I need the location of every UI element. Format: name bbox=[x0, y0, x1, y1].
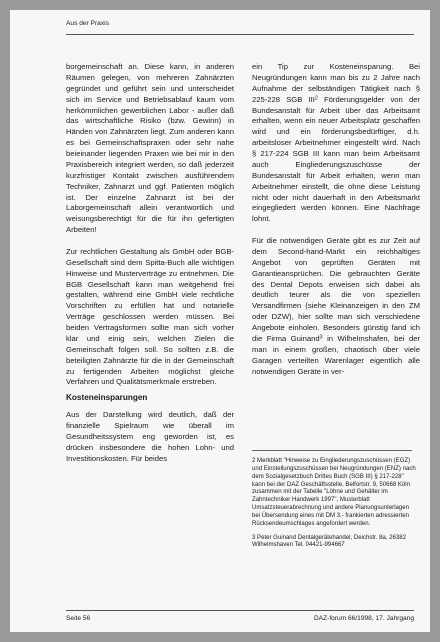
page-number: Seite 56 bbox=[66, 615, 91, 622]
footnote-ref: 3 bbox=[319, 334, 323, 341]
footnote: 2 Merkblatt "Hinweise zu Eingliederungszuschüssen (EGZ) und Einstellungszuschüssen bei Neugründungen (ENZ) nach dem Sozialgesetzbuch Drittes Buch (SGB III) § 217-228" kann bei der DAZ Geschäftsstelle, Belfortstr. 9, 50668 Köln zusammen mit der Tabelle "Löhne und Gehälter im Zahntechniker Handwerk 1997", Musterblatt Umsatzsteuerabrechnung und andere Planungsunterlagen bei Übersendung eines mit DM 3.- frankierten adressierten Rücksendeumschlages angefordert werden. bbox=[252, 458, 416, 527]
body-paragraph bbox=[252, 236, 420, 377]
text-run: Für die notwendigen Geräte gibt es zur Zeit auf dem Second-hand-Markt ein reichhaltiges Angebot von geprüften Geräten mit Garantieansprüchen. Die gebrauchten Geräte des Dental Depots erweisen sich dabei als deutlich teurer als die von speziellen Versandfirmen (siehe Kleinanzeigen in den ZM oder DZW), hier sollte man sich verschiedene Angebote einholen. Besonders günstig fand ich die Firma Guinand bbox=[252, 236, 420, 343]
section-heading: Kosteneinsparungen bbox=[66, 393, 148, 403]
footnote-rule bbox=[252, 450, 412, 451]
footnotes bbox=[252, 458, 418, 550]
footer-rule bbox=[66, 610, 414, 611]
text-run: ein Tip zur Kosteneinsparung. Bei Neugründungen kann man bis zu 2 Jahre nach Aufnahme der selbständigen Tätigkeit nach § 225-228 SGB III bbox=[252, 62, 420, 104]
page bbox=[10, 10, 430, 632]
text-run: in Wilhelmshafen, bei der man in einem großen, chaotisch über viele Garagen verteilten Warenlager eigentlich alle notwendigen Geräte in ver- bbox=[252, 333, 420, 376]
footnote-ref: 2 bbox=[314, 95, 318, 102]
footnote: 3 Peter Guinand Dentalgerätehandel, Deichstr. 8a, 26382 Wilhelmshaven Tel. 04421-994667 bbox=[252, 534, 406, 549]
body-paragraph: Zur rechtlichen Gestaltung als GmbH oder BGB-Gesellschaft sind dem Spitta-Buch alle wichtigen Hinweise und Musterverträge zu entnehmen. Die BGB Gesellschaft kann man weitgehend frei gestalten, während eine GmbH viele rechtliche Vorschriften zu erfüllen hat und notarielle Verträge geschlossen werden müssen. Bei beiden Vertragsformen sollte man sich vorher klar und einig sein, welchen Zielen die Gemeinschaft folgen soll. So sollten z.B. die beteiligten Zahnärzte für die in der Gemeinschaft zu fertigenden Arbeiten möglichst gleiche Verfahren und Qualitätsmerkmale erstreben. bbox=[66, 246, 234, 387]
body-paragraph bbox=[252, 62, 420, 225]
text-run: Förderungsgelder von der Bundesanstalt für Arbeit über das Arbeitsamt erhalten, wenn ein neuer Arbeitsplatz geschaffen wird und ein förderungsbedürftiger, d.h. arbeitsloser Arbeitnehmer eingestellt wird. Nach § 217-224 SGB III kann man beim Arbeitsamt auch Eingliederungszuschüsse der Bundesanstalt für Arbeit erhalten, wenn man Arbeitnehmer einstellt, die ohne diese Leistung nicht oder nicht dauerhaft in den Arbeitsmarkt eingegliedert werden können. Eine Nachfrage lohnt. bbox=[252, 94, 420, 224]
journal-info: DAZ-forum 66/1998, 17. Jahrgang bbox=[313, 615, 414, 622]
header-rule bbox=[66, 34, 414, 35]
running-header: Aus der Praxis bbox=[66, 20, 109, 27]
left-column bbox=[66, 62, 234, 465]
right-column bbox=[252, 62, 420, 377]
body-paragraph: borgemeinschaft an. Diese kann, in anderen Räumen gelegen, von mehreren Zahnärzten gegründet und geführt sein und unterscheidet sich im Service und Betriebsablauf kaum vom herkömmlichen gewerblichen Labor - außer daß das wirtschaftliche Risiko (bzw. Gewinn) in Händen von Zahnärzten liegt. Zum anderen kann es bei Gemeinschaftspraxen oder sehr nahe beieinander liegenden Praxen wie bei mir in den Praxisbereich integriert werden, so daß jederzeit kurzfristiger Kontakt zwischen ausführendem Techniker, Zahnarzt und ggf. Patienten möglich ist. Der einzelne Zahnarzt ist bei der Laborgemeinschaft allein verantwortlich und weisungsberechtigt für die für ihn gefertigten Arbeiten! bbox=[66, 62, 234, 235]
body-paragraph: Aus der Darstellung wird deutlich, daß der finanzielle Spielraum wie überall im Gesundheitssystem eng geworden ist, es drücken insbesondere die hohen Lohn- und Investitionskosten. Für beides bbox=[66, 410, 234, 463]
